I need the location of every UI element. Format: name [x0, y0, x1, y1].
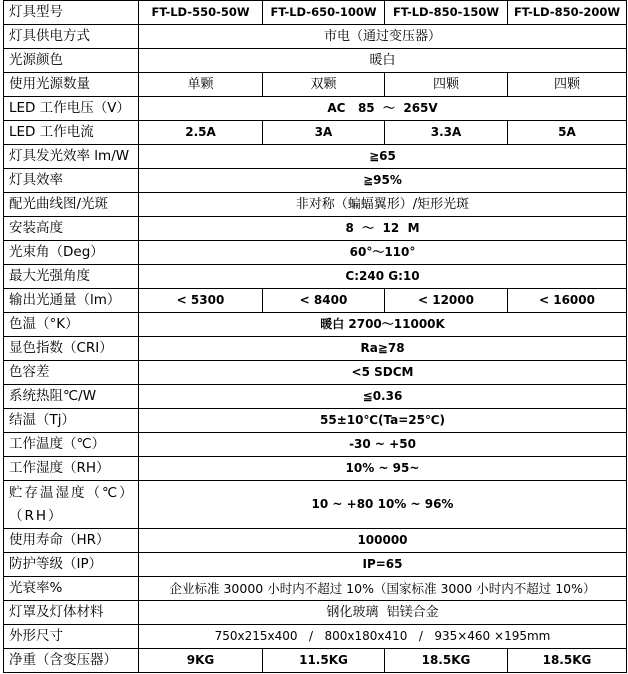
row-label: 输出光通量（lm）: [4, 289, 139, 313]
row-label: LED 工作电流: [4, 121, 139, 145]
header-label: 灯具型号: [4, 1, 139, 25]
row-value: <5 SDCM: [139, 361, 627, 385]
table-row: [4, 409, 627, 433]
row-value: ≧95%: [139, 169, 627, 193]
row-value: 钢化玻璃 铝镁合金: [139, 601, 627, 625]
table-row: [4, 433, 627, 457]
row-value: Ra≧78: [139, 337, 627, 361]
cell-value: 双颗: [263, 73, 385, 97]
row-value: C:240 G:10: [139, 265, 627, 289]
table-row: [4, 625, 627, 649]
row-value: ≦0.36: [139, 385, 627, 409]
row-label: 工作温度（℃）: [4, 433, 139, 457]
row-value: 8 ～ 12 M: [139, 217, 627, 241]
cell-value: < 8400: [263, 289, 385, 313]
table-row: [4, 265, 627, 289]
row-label: 外形尺寸: [4, 625, 139, 649]
row-label: 色温（°K）: [4, 313, 139, 337]
cell-value: 5A: [508, 121, 627, 145]
model-name: FT-LD-650-100W: [263, 1, 385, 25]
cell-value: 单颗: [139, 73, 263, 97]
row-value: 市电（通过变压器）: [139, 25, 627, 49]
table-row: [4, 169, 627, 193]
row-label: 光源颜色: [4, 49, 139, 73]
table-row: [4, 73, 627, 97]
cell-value: < 12000: [385, 289, 508, 313]
cell-value: < 5300: [139, 289, 263, 313]
row-label: 配光曲线图/光斑: [4, 193, 139, 217]
table-row: [4, 337, 627, 361]
table-row: [4, 289, 627, 313]
row-label: 防护等级（IP）: [4, 553, 139, 577]
table-row: [4, 121, 627, 145]
cell-value: 3.3A: [385, 121, 508, 145]
model-name: FT-LD-850-150W: [385, 1, 508, 25]
row-label: 光束角（Deg）: [4, 241, 139, 265]
table-row: [4, 577, 627, 601]
cell-value: 18.5KG: [385, 649, 508, 673]
table-row: [4, 313, 627, 337]
row-label: 显色指数（CRI）: [4, 337, 139, 361]
row-label: 最大光强角度: [4, 265, 139, 289]
row-value: 55±10℃(Ta=25℃): [139, 409, 627, 433]
cell-value: 18.5KG: [508, 649, 627, 673]
row-value: 企业标准 30000 小时内不超过 10%（国家标准 3000 小时内不超过 10%）: [139, 577, 627, 601]
row-value: 暖白 2700～11000K: [139, 313, 627, 337]
row-label: [4, 481, 139, 529]
row-value: ≧65: [139, 145, 627, 169]
table-row: [4, 457, 627, 481]
table-row: [4, 217, 627, 241]
cell-value: 11.5KG: [263, 649, 385, 673]
row-value: 10% ~ 95~: [139, 457, 627, 481]
row-value: 暖白: [139, 49, 627, 73]
row-label: 安装高度: [4, 217, 139, 241]
row-label: 光衰率%: [4, 577, 139, 601]
row-value: AC 85 ～ 265V: [139, 97, 627, 121]
row-value: 10 ~ +80 10% ~ 96%: [139, 481, 627, 529]
cell-value: 2.5A: [139, 121, 263, 145]
row-label: 灯具效率: [4, 169, 139, 193]
row-label: 系统热阻℃/W: [4, 385, 139, 409]
table-row: [4, 361, 627, 385]
row-label-line: 贮存温湿度（℃）: [9, 484, 135, 501]
table-row: [4, 145, 627, 169]
table-row: [4, 481, 627, 529]
spec-table: [3, 0, 627, 673]
row-label: 灯具供电方式: [4, 25, 139, 49]
cell-value: 9KG: [139, 649, 263, 673]
row-label: 色容差: [4, 361, 139, 385]
table-row: [4, 601, 627, 625]
cell-value: 四颗: [385, 73, 508, 97]
row-label: 净重（含变压器）: [4, 649, 139, 673]
row-label: 使用寿命（HR）: [4, 529, 139, 553]
row-label: 使用光源数量: [4, 73, 139, 97]
row-label: LED 工作电压（V）: [4, 97, 139, 121]
cell-value: 四颗: [508, 73, 627, 97]
row-value: 60°～110°: [139, 241, 627, 265]
cell-value: < 16000: [508, 289, 627, 313]
table-row: [4, 25, 627, 49]
table-row-header: [4, 1, 627, 25]
table-row: [4, 49, 627, 73]
model-name: FT-LD-550-50W: [139, 1, 263, 25]
row-value: -30 ~ +50: [139, 433, 627, 457]
cell-value: 3A: [263, 121, 385, 145]
row-value: 非对称（蝙蝠翼形）/矩形光斑: [139, 193, 627, 217]
table-row: [4, 97, 627, 121]
row-value: 750x215x400 / 800x180x410 / 935×460 ×195mm: [139, 625, 627, 649]
model-name: FT-LD-850-200W: [508, 1, 627, 25]
table-row: [4, 385, 627, 409]
row-label-line: （RH）: [9, 507, 64, 524]
table-row: [4, 529, 627, 553]
row-value: IP=65: [139, 553, 627, 577]
table-row: [4, 553, 627, 577]
table-row: [4, 241, 627, 265]
row-label: 结温（Tj）: [4, 409, 139, 433]
row-value: 100000: [139, 529, 627, 553]
row-label: 工作湿度（RH）: [4, 457, 139, 481]
row-label: 灯具发光效率 lm/W: [4, 145, 139, 169]
table-row: [4, 649, 627, 673]
table-row: [4, 193, 627, 217]
row-label: 灯罩及灯体材料: [4, 601, 139, 625]
